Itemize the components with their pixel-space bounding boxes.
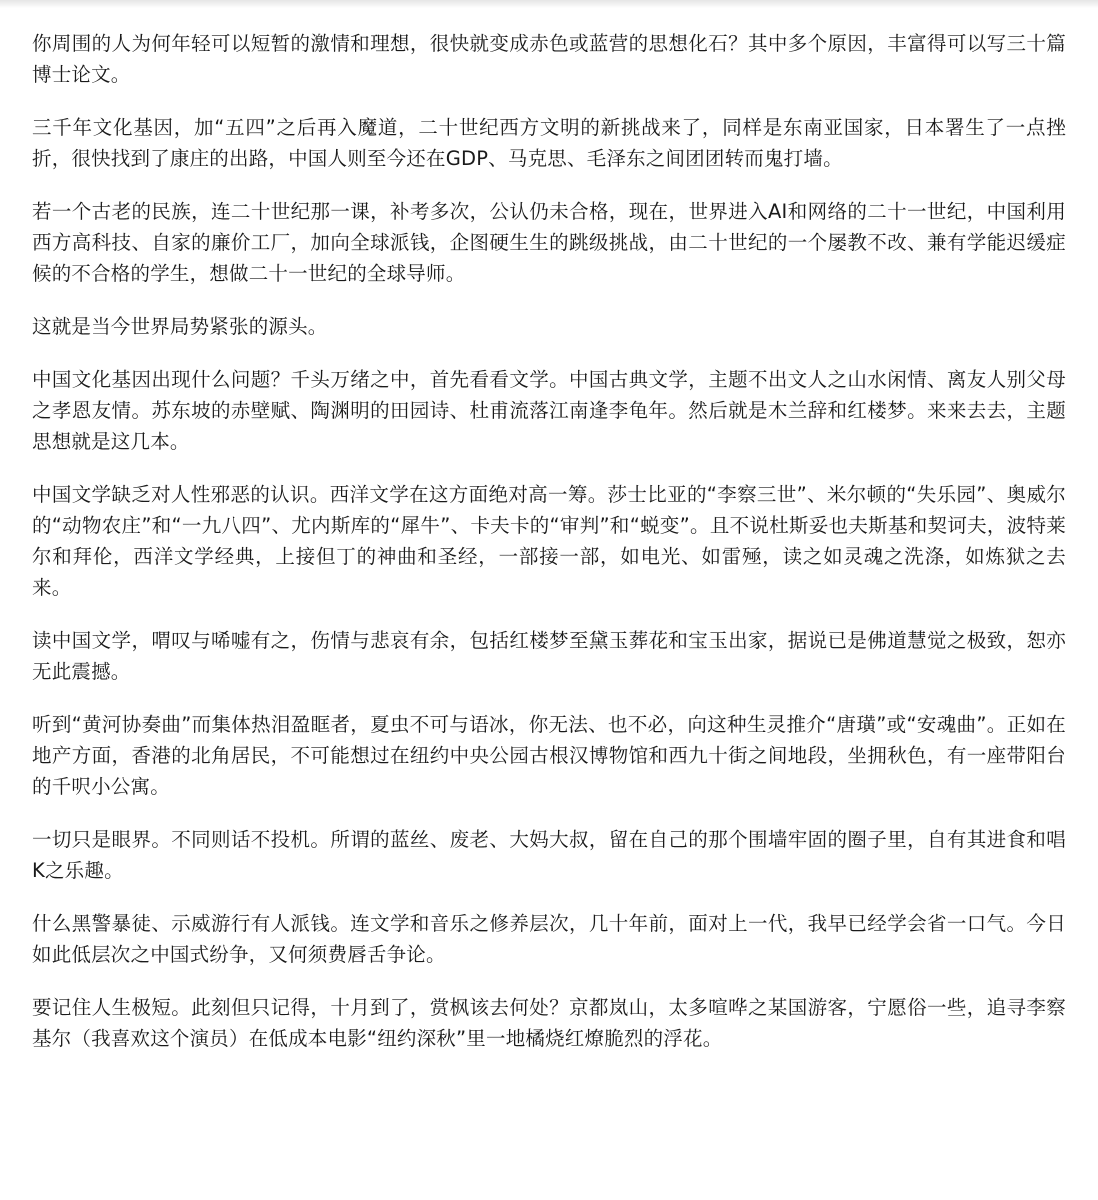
paragraph-2: 三千年文化基因，加“五四”之后再入魔道，二十世纪西方文明的新挑战来了，同样是东南亚国家，日本署生了一点挫折，很快找到了康庄的出路，中国人则至今还在GDP、马克思、毛泽东之间团团转而鬼打墙。	[32, 116, 1066, 170]
paragraph-9: 一切只是眼界。不同则话不投机。所谓的蓝丝、废老、大妈大叔，留在自己的那个围墙牢固的圈子里，自有其进食和唱K之乐趣。	[32, 828, 1066, 882]
paragraph-3: 若一个古老的民族，连二十世纪那一课，补考多次，公认仍未合格，现在，世界进入AI和网络的二十一世纪，中国利用西方高科技、自家的廉价工厂，加向全球派钱，企图硬生生的跳级挑战，由二十世纪的一个屡教不改、兼有学能迟缓症候的不合格的学生，想做二十一世纪的全球导师。	[32, 200, 1066, 285]
paragraph-5: 中国文化基因出现什么问题？千头万绪之中，首先看看文学。中国古典文学，主题不出文人之山水闲情、离友人别父母之孝恩友情。苏东坡的赤壁赋、陶渊明的田园诗、杜甫流落江南逢李龟年。然后就是木兰辞和红楼梦。来来去去，主题思想就是这几本。	[32, 368, 1066, 453]
paragraph-1: 你周围的人为何年轻可以短暂的激情和理想，很快就变成赤色或蓝营的思想化石？其中多个原因，丰富得可以写三十篇博士论文。	[32, 32, 1066, 86]
paragraph-10: 什么黑警暴徒、示威游行有人派钱。连文学和音乐之修养层次，几十年前，面对上一代，我早已经学会省一口气。今日如此低层次之中国式纷争，又何须费唇舌争论。	[32, 912, 1066, 966]
paragraph-11: 要记住人生极短。此刻但只记得，十月到了，赏枫该去何处？京都岚山，太多喧哗之某国游客，宁愿俗一些，追寻李察基尔（我喜欢这个演员）在低成本电影“纽约深秋”里一地橘烧红燎脆烈的浮花。	[32, 996, 1066, 1050]
paragraph-8: 听到“黄河协奏曲”而集体热泪盈眶者，夏虫不可与语冰，你无法、也不必，向这种生灵推介“唐璜”或“安魂曲”。正如在地产方面，香港的北角居民，不可能想过在纽约中央公园古根汉博物馆和西九十街之间地段，坐拥秋色，有一座带阳台的千呎小公寓。	[32, 713, 1066, 798]
paragraph-6: 中国文学缺乏对人性邪恶的认识。西洋文学在这方面绝对高一筹。莎士比亚的“李察三世”、米尔顿的“失乐园”、奥威尔的“动物农庄”和“一九八四”、尤内斯库的“犀牛”、卡夫卡的“审判”和“蜕变”。且不说杜斯妥也夫斯基和契诃夫，波特莱尔和拜伦，西洋文学经典，上接但丁的神曲和圣经，一部接一部，如电光、如雷殛，读之如灵魂之洗涤，如炼狱之去来。	[32, 483, 1066, 599]
paragraph-4: 这就是当今世界局势紧张的源头。	[32, 315, 328, 338]
top-edge-strip	[0, 0, 1098, 8]
article-body	[32, 28, 1066, 1076]
paragraph-7: 读中国文学，喟叹与唏嘘有之，伤情与悲哀有余，包括红楼梦至黛玉葬花和宝玉出家，据说已是佛道慧觉之极致，恕亦无此震撼。	[32, 629, 1066, 683]
